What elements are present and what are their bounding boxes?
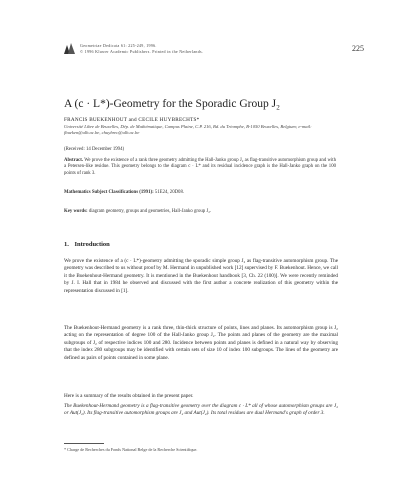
keywords-text: diagram geometry, groups and geometries, Hall-Janko group J₂. bbox=[88, 209, 212, 214]
keywords bbox=[64, 209, 336, 214]
page-number: 225 bbox=[352, 44, 364, 53]
paragraph-2: The Buekenhout-Hermand geometry is a rank three, thin-thick structure of points, lines and planes. Its automorphism group is J₂ acting on the representation of degree 100 of the Hall-Janko group J₂. The points and planes of the geometry are the maximal subgroups of J₂ of respective indices 100 and 280. Incidence between points and planes is defined in a natural way by observing that the index 280 subgroups may be identified with certain sets of size 10 of index 100 subgroups. The lines of the geometry are defined as pairs of points contained in some plane. bbox=[64, 325, 338, 361]
abstract bbox=[64, 158, 336, 177]
section-heading bbox=[64, 241, 110, 248]
publisher-logo-icon bbox=[64, 43, 75, 54]
received-date: (Received: 14 December 1994) bbox=[64, 147, 125, 152]
msc-label: Mathematics Subject Classifications (1991): bbox=[64, 190, 154, 195]
abstract-text: We prove the existence of a rank three geometry admitting the Hall-Janko group J₂ as flag-transitive automorphism group and with a Petersen-like residue. This geometry belongs to the diagram c · L* and its residual incidence graph is the Hall-Janko graph on the 100 points of rank 3. bbox=[64, 158, 336, 176]
paragraph-1: We prove the existence of a (c · L*)-geometry admitting the sporadic simple group J₂ as flag-transitive automorphism group. The geometry was described to us without proof by M. Hermand in unpublished work [12] supervised by F. Buekenhout. Hence, we call it the Buekenhout-Hermand geometry. It is mentioned in the Buekenhout handbook [3, Ch. 22 (100)]. We were recently reminded by J. I. Hall that in 1984 he observed and discussed with the first author a concrete realization of this geometry within the representation discussed in [1]. bbox=[64, 258, 338, 294]
footnote-divider bbox=[64, 443, 104, 444]
journal-header bbox=[64, 40, 364, 60]
paragraph-4-summary: The Buekenhout-Hermand geometry is a flag-transitive geometry over the diagram c · L* all of whose automorphism groups are J₂ or Aut(J₂). Its flag-transitive automorphism groups are J₂ and Aut(J₂). Its total residues are dual Hermand's graph of order 3. bbox=[64, 403, 338, 417]
keywords-label: Key words: bbox=[64, 209, 88, 214]
subject-classification bbox=[64, 190, 336, 195]
msc-codes: 51E24, 20D08. bbox=[154, 190, 185, 195]
abstract-label: Abstract. bbox=[64, 158, 84, 163]
paper-title: A (c · L*)-Geometry for the Sporadic Group J₂ bbox=[64, 98, 281, 110]
footnote: * Charge de Recherches du Fonds National Belge de la Recherche Scientifique. bbox=[64, 447, 198, 452]
author-list: FRANCIS BUEKENHOUT and CECILE HUYBRECHTS* bbox=[64, 117, 200, 123]
author-affiliation: Université Libre de Bruxelles, Dép. de Mathématique, Campus Plaine, C.P. 216, Bd. du Triomphe, B-1050 Bruxelles, Belgium; e-mail: fbueken@ulb.ac.be, chuybrec@ulb.ac.be bbox=[64, 124, 312, 136]
journal-line: Geometriae Dedicata 61: 225-249, 1996. bbox=[80, 43, 157, 48]
section-title-text: Introduction bbox=[74, 241, 110, 248]
section-number: 1. bbox=[64, 241, 69, 248]
paragraph-3: Here is a summary of the results obtained in the present paper. bbox=[64, 393, 194, 399]
publisher-line: © 1996 Kluwer Academic Publishers. Printed in the Netherlands. bbox=[80, 49, 204, 54]
